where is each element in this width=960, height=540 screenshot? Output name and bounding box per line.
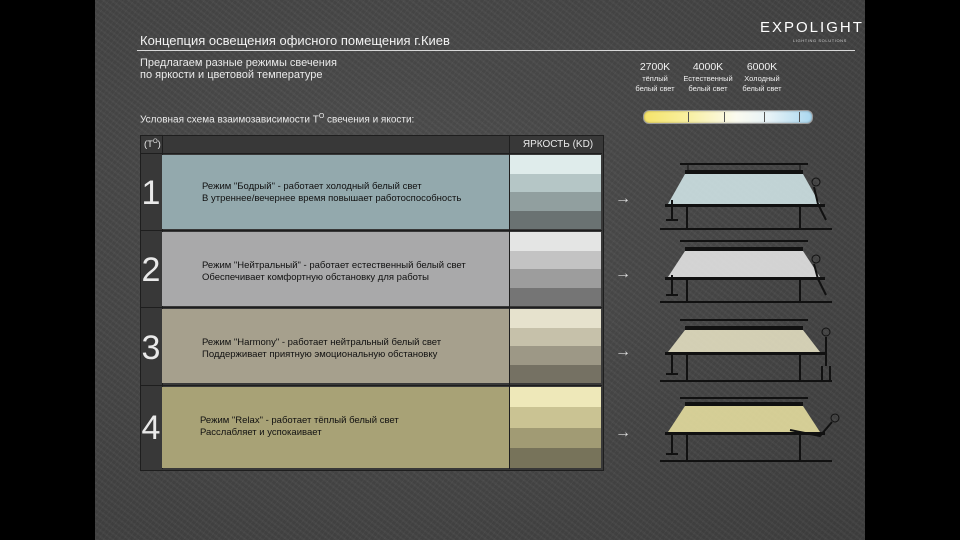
mode-row-2: [162, 232, 509, 306]
header-text: ): [157, 139, 161, 151]
brightness-swatch-2: [510, 232, 601, 306]
logo-subtitle: LIGHTING SOLUTIONS: [793, 38, 847, 43]
scheme-label-text: Условная схема взаимозависимости Т: [140, 114, 319, 126]
mode-row-1: [162, 155, 509, 229]
logo-text: EXPOLIGHT: [760, 19, 864, 36]
temp-value: 4000K: [692, 61, 724, 73]
page-title: Концепция освещения офисного помещения г.Киев: [140, 33, 450, 48]
office-scene-icon: [660, 237, 840, 309]
intro-line-1: Предлагаем разные режимы свечения: [140, 57, 337, 69]
mode-effect: В утреннее/вечернее время повышает работоспособность: [202, 193, 462, 204]
office-scene-icon: [660, 396, 840, 468]
arrow-right-icon: →: [615, 343, 631, 360]
temp-value: 2700K: [639, 61, 671, 73]
arrow-right-icon: →: [615, 265, 631, 282]
arrow-right-icon: →: [615, 190, 631, 207]
mode-effect: Расслабляет и успокаивает: [200, 427, 322, 438]
scale-tick: [764, 112, 765, 122]
mode-number: 3: [141, 329, 161, 367]
mode-title: Режим "Relax" - работает тёплый белый свет: [200, 415, 399, 426]
title-divider: [137, 50, 855, 51]
temp-desc: белый свет: [742, 84, 782, 93]
scheme-label: [140, 113, 414, 125]
logo: [760, 19, 864, 36]
brightness-swatch-4: [510, 387, 601, 468]
mode-number: 2: [141, 251, 161, 289]
table-divider: [140, 307, 602, 308]
scheme-label-sup: О: [318, 113, 325, 120]
temp-desc: Естественный: [683, 74, 733, 83]
mode-description: [202, 181, 461, 205]
temp-desc: Холодный: [744, 74, 780, 83]
temp-4000: [678, 61, 738, 93]
brightness-swatch-1: [510, 155, 601, 229]
mode-description: [202, 337, 441, 361]
column-header-temperature: [144, 139, 161, 150]
temp-6000: [732, 61, 792, 93]
temp-desc: белый свет: [688, 84, 728, 93]
scale-tick: [799, 112, 800, 122]
mode-description: [202, 260, 466, 284]
column-header-brightness: ЯРКОСТЬ (KD): [522, 139, 594, 150]
office-scene-icon: [660, 160, 840, 232]
mode-title: Режим "Нейтральный" - работает естественный белый свет: [202, 260, 466, 271]
mode-number: 4: [141, 409, 161, 447]
table-divider: [140, 230, 602, 231]
mode-title: Режим "Бодрый" - работает холодный белый свет: [202, 181, 422, 192]
intro-text: [140, 57, 400, 81]
temp-desc: белый свет: [635, 84, 675, 93]
intro-line-2: по яркости и цветовой температуре: [140, 69, 323, 81]
mode-effect: Обеспечивает комфортную обстановку для работы: [202, 272, 429, 283]
brightness-swatch-3: [510, 309, 601, 383]
temp-value: 6000K: [746, 61, 778, 73]
mode-title: Режим "Harmony" - работает нейтральный белый свет: [202, 337, 442, 348]
arrow-right-icon: →: [615, 424, 631, 441]
table-divider: [140, 385, 602, 386]
scale-tick: [688, 112, 689, 122]
table-divider: [140, 153, 602, 154]
mode-number: 1: [141, 174, 161, 212]
mode-row-4: [162, 387, 509, 468]
header-text: (Т: [144, 139, 153, 151]
mode-description: [200, 415, 399, 439]
mode-row-3: [162, 309, 509, 383]
temp-desc: тёплый: [642, 74, 668, 83]
mode-effect: Поддерживает приятную эмоциональную обстановку: [202, 349, 438, 360]
header-sup: О: [152, 139, 158, 145]
scheme-label-text: свечения и якости:: [324, 114, 415, 126]
office-scene-icon: [660, 318, 840, 390]
scale-tick: [724, 112, 725, 122]
temp-2700: [625, 61, 685, 93]
slide: [95, 0, 865, 540]
color-temperature-scale: [643, 110, 813, 124]
